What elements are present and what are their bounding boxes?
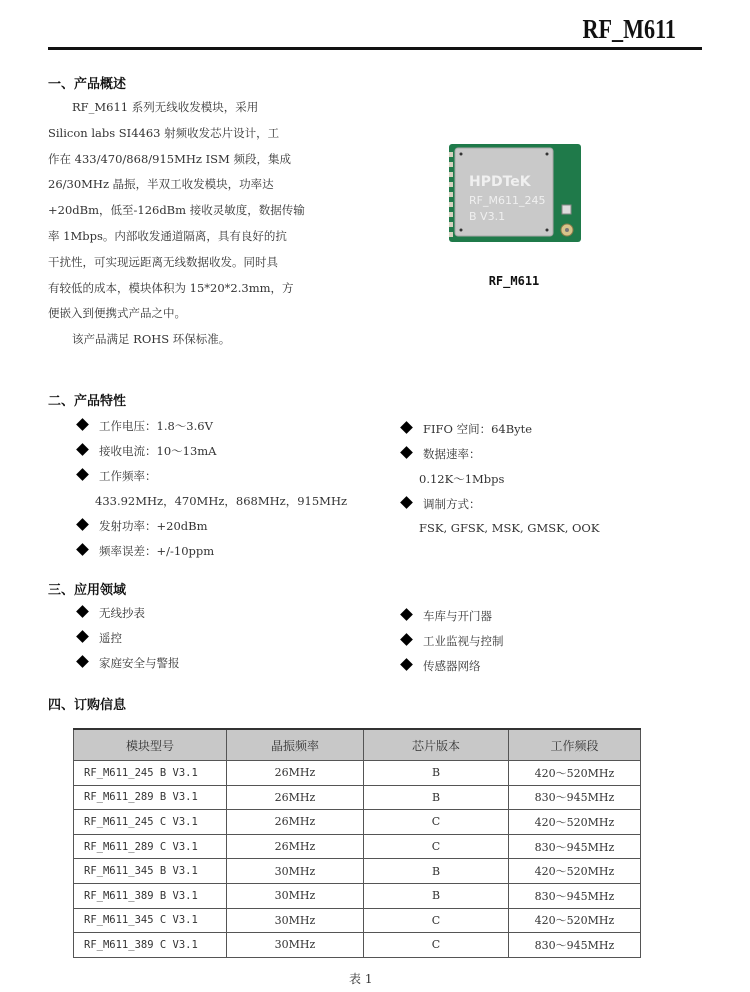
document-header-title: RF_M611 [582,14,676,44]
overview-line: 26/30MHz 晶振，半双工收发模块，功率达 [48,177,274,192]
overview-line: 作在 433/470/868/915MHz ISM 频段，集成 [48,151,291,166]
rohs-line: 该产品满足 ROHS 环保标准。 [72,332,231,347]
application-item: 传感器网络 [400,658,481,674]
svg-text:RF_M611_245: RF_M611_245 [469,194,546,207]
diamond-bullet-icon [400,496,413,509]
cell-model: RF_M611_345 B V3.1 [74,859,227,884]
overview-paragraph [48,95,310,353]
feature-subtext: FSK, GFSK, MSK, GMSK, OOK [419,521,600,535]
table-row [74,785,641,810]
cell-crystal: 26MHz [227,761,364,786]
section-heading-features: 二、产品特性 [48,394,127,409]
table-row [74,933,641,958]
section-heading-ordering: 四、订购信息 [48,698,127,713]
application-item: 遥控 [76,630,122,646]
diamond-bullet-icon [76,418,89,431]
cell-model: RF_M611_289 B V3.1 [74,785,227,810]
cell-crystal: 30MHz [227,859,364,884]
table-row [74,883,641,908]
cell-crystal: 26MHz [227,785,364,810]
diamond-bullet-icon [400,658,413,671]
feature-item: 工作电压：1.8～3.6V [76,418,213,434]
cell-band: 420～520MHz [509,908,641,933]
diamond-bullet-icon [76,468,89,481]
cell-model: RF_M611_245 C V3.1 [74,810,227,835]
cell-band: 420～520MHz [509,810,641,835]
cell-crystal: 30MHz [227,883,364,908]
diamond-bullet-icon [400,608,413,621]
feature-item: 频率误差：+/-10ppm [76,543,214,559]
feature-item: 接收电流：10～13mA [76,443,216,459]
feature-item: 数据速率： [400,446,481,462]
overview-line: Silicon labs SI4463 射频收发芯片设计，工 [48,125,280,140]
application-item: 家庭安全与警报 [76,655,180,671]
section-heading-overview: 一、产品概述 [48,77,127,92]
cell-band: 420～520MHz [509,859,641,884]
diamond-bullet-icon [76,655,89,668]
diamond-bullet-icon [76,518,89,531]
cell-chip-version: B [364,761,509,786]
cell-chip-version: C [364,933,509,958]
cell-band: 830～945MHz [509,834,641,859]
table-row [74,908,641,933]
cell-band: 830～945MHz [509,883,641,908]
section-heading-applications: 三、应用领域 [48,583,127,598]
cell-chip-version: B [364,883,509,908]
cell-chip-version: C [364,908,509,933]
cell-band: 830～945MHz [509,785,641,810]
table-caption: 表 1 [349,972,373,986]
application-item: 车库与开门器 [400,608,492,624]
diamond-bullet-icon [400,446,413,459]
feature-item: FIFO 空间：64Byte [400,421,532,437]
feature-item: 发射功率：+20dBm [76,518,208,534]
column-header-crystal: 晶振频率 [227,729,364,761]
cell-crystal: 26MHz [227,810,364,835]
feature-item: 工作频率： [76,468,157,484]
module-photo [449,144,581,242]
module-photo-caption: RF_M611 [488,274,540,288]
application-item: 无线抄表 [76,605,145,621]
svg-text:HPDTeK: HPDTeK [469,174,531,190]
table-row [74,859,641,884]
column-header-chip-version: 芯片版本 [364,729,509,761]
ordering-table [73,728,641,958]
column-header-band: 工作频段 [509,729,641,761]
overview-line: 有较低的成本，模块体积为 15*20*2.3mm，方 [48,280,294,295]
diamond-bullet-icon [76,630,89,643]
cell-model: RF_M611_289 C V3.1 [74,834,227,859]
overview-line: +20dBm，低至-126dBm 接收灵敏度，数据传输 [48,203,305,218]
diamond-bullet-icon [76,605,89,618]
cell-band: 830～945MHz [509,933,641,958]
cell-band: 420～520MHz [509,761,641,786]
cell-chip-version: B [364,785,509,810]
table-row [74,834,641,859]
overview-line: 干扰性，可实现远距离无线数据收发。同时具 [48,254,278,269]
feature-subtext: 0.12K～1Mbps [419,472,505,486]
feature-subtext: 433.92MHz，470MHz，868MHz，915MHz [95,494,348,508]
header-divider [48,47,702,50]
cell-chip-version: C [364,834,509,859]
cell-crystal: 30MHz [227,933,364,958]
overview-line: 率 1Mbps。内部收发通道隔离，具有良好的抗 [48,228,287,243]
column-header-model: 模块型号 [74,729,227,761]
cell-chip-version: B [364,859,509,884]
cell-model: RF_M611_389 C V3.1 [74,933,227,958]
cell-chip-version: C [364,810,509,835]
cell-model: RF_M611_245 B V3.1 [74,761,227,786]
diamond-bullet-icon [76,543,89,556]
cell-crystal: 30MHz [227,908,364,933]
diamond-bullet-icon [400,633,413,646]
cell-model: RF_M611_389 B V3.1 [74,883,227,908]
cell-crystal: 26MHz [227,834,364,859]
application-item: 工业监视与控制 [400,633,504,649]
diamond-bullet-icon [400,421,413,434]
svg-text:B V3.1: B V3.1 [469,210,506,223]
overview-line: RF_M611 系列无线收发模块，采用 [72,100,259,114]
table-header-row [74,729,641,761]
diamond-bullet-icon [76,443,89,456]
table-row [74,810,641,835]
overview-line: 便嵌入到便携式产品之中。 [48,306,186,321]
cell-model: RF_M611_345 C V3.1 [74,908,227,933]
table-row [74,761,641,786]
feature-item: 调制方式： [400,496,481,512]
